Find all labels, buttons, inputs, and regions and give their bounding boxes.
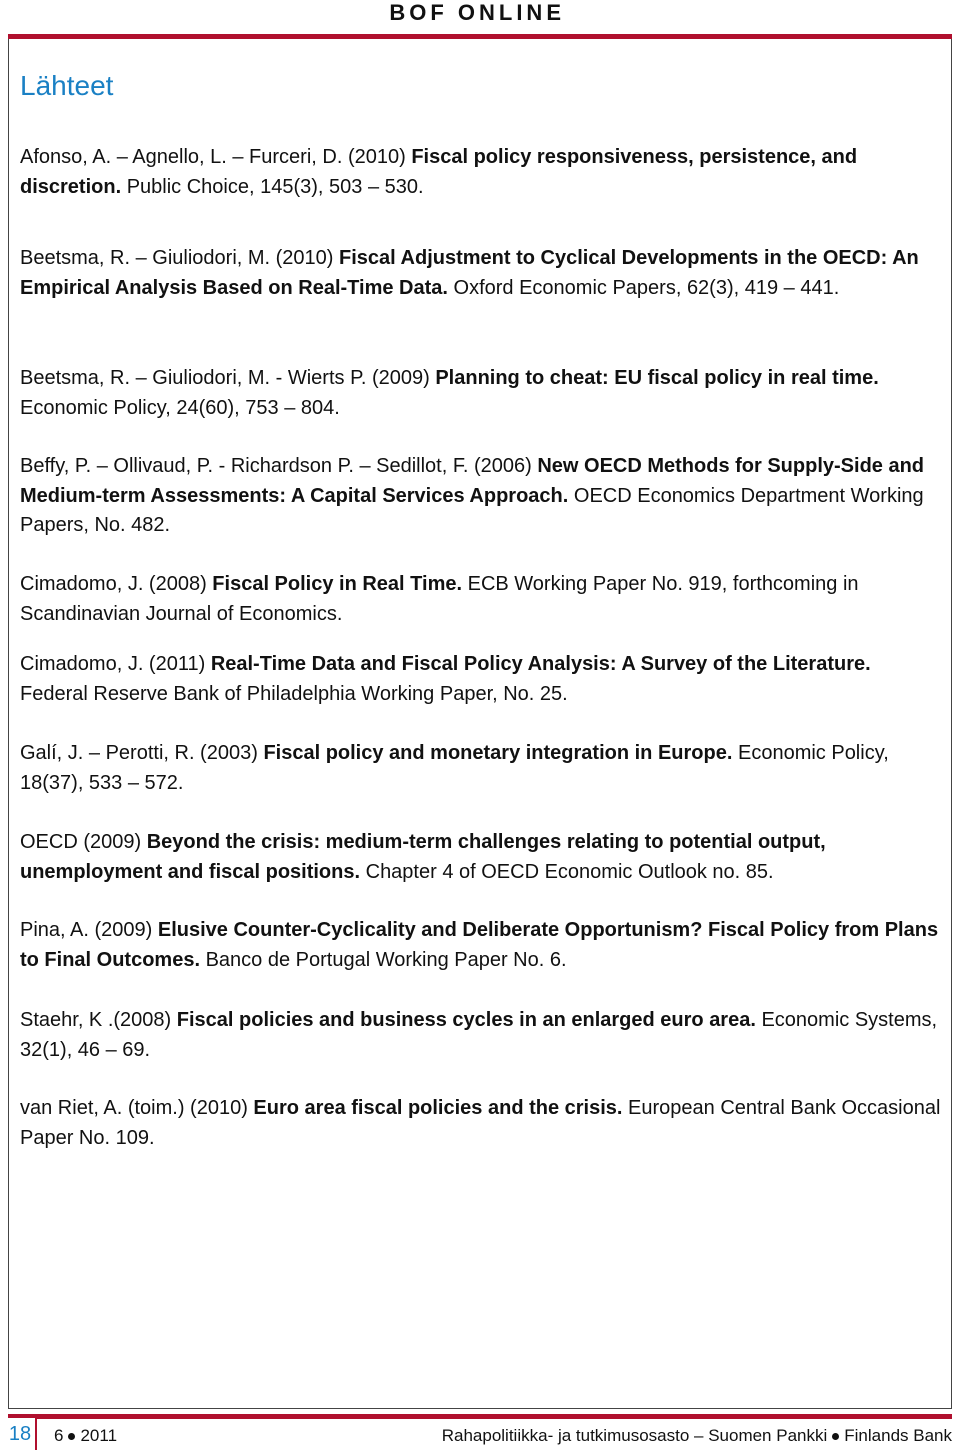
- ref-source: ECB Working Paper No. 919, forthcoming in Scandinavian Journal of Economics.: [20, 573, 859, 625]
- reference-3: [20, 452, 942, 541]
- ref-source: Economic Policy, 24(60), 753 – 804.: [20, 396, 340, 419]
- ref-title: New OECD Methods for Supply-Side and Medium-term Assessments: A Capital Services Approach.: [20, 455, 925, 507]
- ref-source: Federal Reserve Bank of Philadelphia Working Paper, No. 25.: [20, 682, 568, 705]
- ref-title: Fiscal Adjustment to Cyclical Developments in the OECD: An Empirical Analysis Based on Real-Time Data.: [20, 247, 919, 299]
- ref-title: Fiscal policy and monetary integration in Europe.: [263, 742, 733, 764]
- reference-8: [20, 916, 942, 975]
- ref-source: Oxford Economic Papers, 62(3), 419 – 441.: [447, 276, 840, 299]
- ref-title: Euro area fiscal policies and the crisis.: [253, 1097, 623, 1119]
- reference-7: [20, 828, 942, 887]
- publisher-info: [442, 1424, 952, 1448]
- ref-authors: Staehr, K .(2008): [20, 1009, 177, 1031]
- reference-1: [20, 244, 942, 303]
- ref-title: Elusive Counter-Cyclicality and Deliberate Opportunism? Fiscal Policy from Plans to Final Outcomes.: [20, 919, 939, 971]
- ref-authors: Beetsma, R. – Giuliodori, M. - Wierts P. (2009): [20, 367, 436, 389]
- ref-title: Fiscal policy responsiveness, persistence, and discretion.: [20, 146, 858, 198]
- ref-source: OECD Economics Department Working Papers, No. 482.: [20, 484, 924, 536]
- ref-authors: Cimadomo, J. (2008): [20, 573, 213, 595]
- ref-authors: Cimadomo, J. (2011): [20, 653, 211, 675]
- bullet-icon: [68, 1433, 75, 1440]
- reference-6: [20, 739, 942, 798]
- ref-authors: Galí, J. – Perotti, R. (2003): [20, 742, 264, 764]
- issue-number: 6: [54, 1426, 64, 1445]
- ref-authors: OECD (2009): [20, 831, 147, 853]
- ref-title: Fiscal Policy in Real Time.: [212, 573, 463, 595]
- ref-source: Chapter 4 of OECD Economic Outlook no. 85.: [360, 860, 774, 883]
- ref-authors: Beetsma, R. – Giuliodori, M. (2010): [20, 247, 340, 269]
- issue-year: 2011: [80, 1426, 118, 1445]
- ref-source: Economic Policy, 18(37), 533 – 572.: [20, 742, 889, 794]
- ref-title: Planning to cheat: EU fiscal policy in real time.: [435, 367, 879, 389]
- reference-5: [20, 650, 942, 709]
- reference-0: [20, 143, 942, 202]
- reference-10: [20, 1094, 942, 1153]
- publisher-name-swedish: Finlands Bank: [844, 1426, 952, 1445]
- ref-title: Fiscal policies and business cycles in an enlarged euro area.: [176, 1009, 756, 1031]
- reference-4: [20, 570, 942, 629]
- ref-title: Beyond the crisis: medium-term challenges relating to potential output, unemployment and fiscal positions.: [20, 831, 826, 883]
- ref-title: Real-Time Data and Fiscal Policy Analysis: A Survey of the Literature.: [210, 653, 871, 675]
- ref-authors: Beffy, P. – Ollivaud, P. - Richardson P. – Sedillot, F. (2006): [20, 455, 538, 477]
- ref-source: Banco de Portugal Working Paper No. 6.: [200, 948, 567, 971]
- ref-authors: Afonso, A. – Agnello, L. – Furceri, D. (2010): [20, 146, 412, 168]
- header-title: BOF ONLINE: [389, 0, 565, 25]
- ref-authors: van Riet, A. (toim.) (2010): [20, 1097, 254, 1119]
- reference-2: [20, 364, 942, 423]
- ref-source: Public Choice, 145(3), 503 – 530.: [121, 175, 424, 198]
- issue-info: [54, 1424, 117, 1448]
- section-heading: Lähteet: [20, 70, 114, 101]
- reference-9: [20, 1006, 942, 1065]
- bullet-icon: [832, 1433, 839, 1440]
- ref-authors: Pina, A. (2009): [20, 919, 158, 941]
- ref-source: Economic Systems, 32(1), 46 – 69.: [20, 1009, 938, 1061]
- page-number: 18: [5, 1418, 37, 1450]
- ref-source: European Central Bank Occasional Paper No. 109.: [20, 1097, 941, 1149]
- publisher-name: Rahapolitiikka- ja tutkimusosasto – Suomen Pankki: [441, 1426, 828, 1445]
